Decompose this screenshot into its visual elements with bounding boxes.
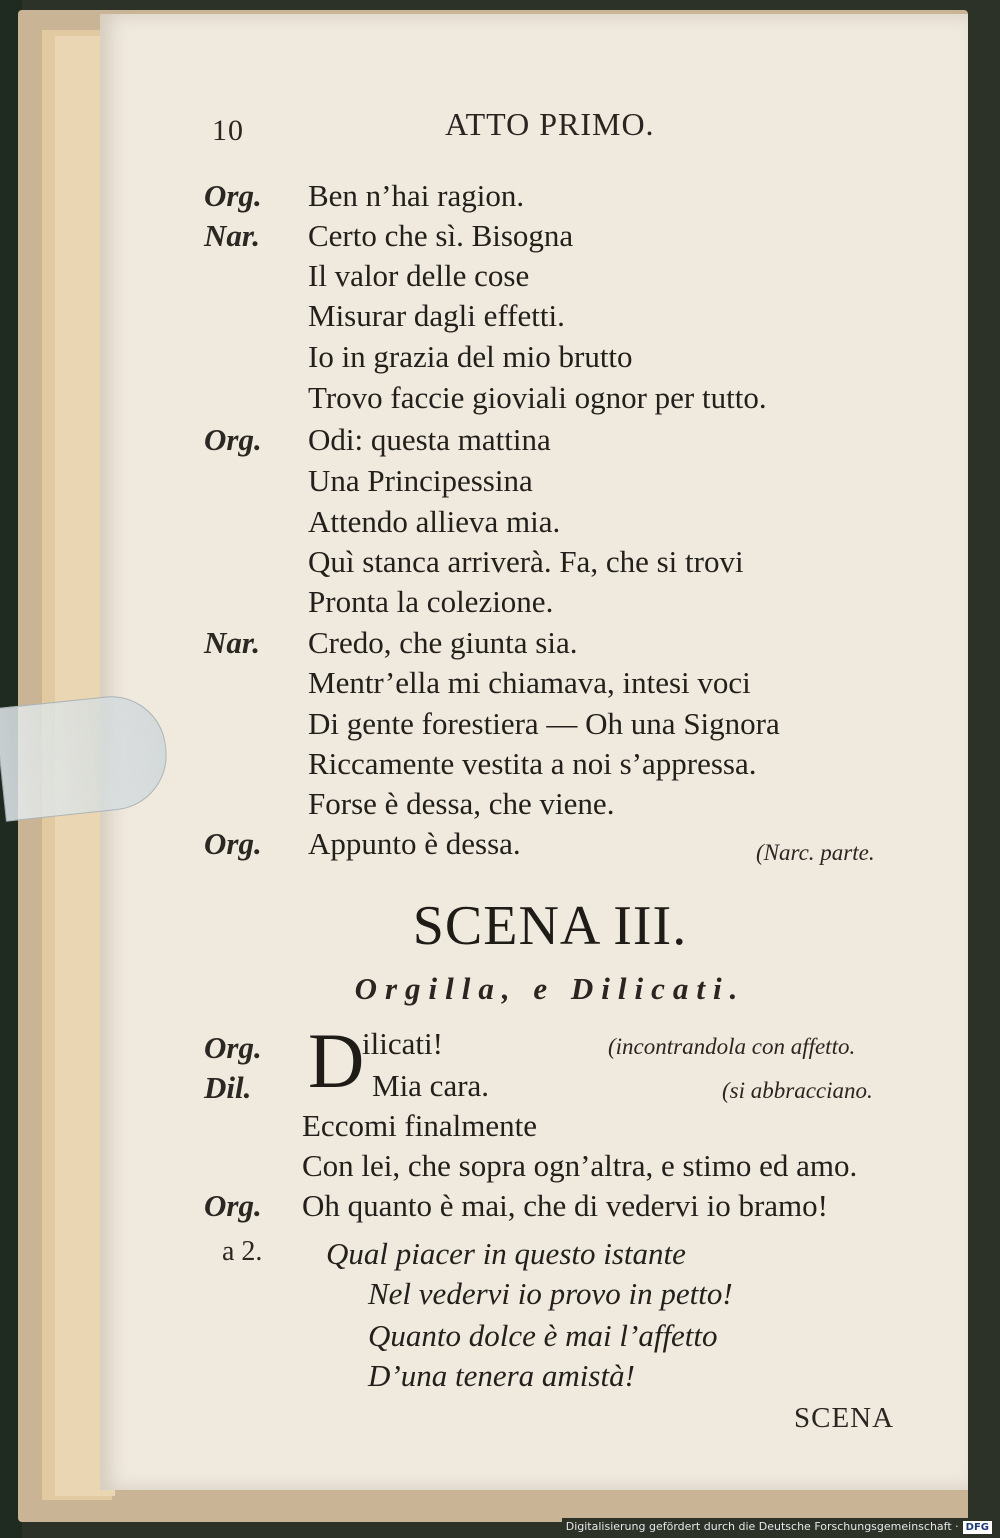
verse-line: Misurar dagli effetti. (308, 298, 565, 333)
verse-line: Trovo faccie gioviali ognor per tutto. (308, 380, 767, 415)
verse-line: Io in grazia del mio brutto (308, 339, 633, 374)
drop-cap: D (308, 1017, 365, 1104)
verse-line: Attendo allieva mia. (308, 504, 561, 539)
speaker: Org. (204, 1188, 262, 1223)
aria-line: Quanto dolce è mai l’affetto (368, 1318, 718, 1353)
verse-line: Forse è dessa, che viene. (308, 786, 615, 821)
running-title: ATTO PRIMO. (445, 106, 655, 142)
aria-line: Nel vedervi io provo in petto! (368, 1276, 733, 1311)
verse-line: Ben n’hai ragion. (308, 178, 525, 213)
verse-line: Una Principessina (308, 463, 533, 498)
speaker: Org. (204, 1030, 262, 1065)
verse-line: Riccamente vestita a noi s’appressa. (308, 746, 757, 781)
stage-direction: (si abbracciano. (722, 1078, 873, 1103)
verse-line: Con lei, che sopra ogn’altra, e stimo ed amo. (302, 1148, 858, 1183)
aria-line: Qual piacer in questo istante (326, 1236, 686, 1271)
verse-line: Appunto è dessa. (308, 826, 521, 861)
verse-line: ilicati! (362, 1026, 443, 1061)
verse-line: Odi: questa mattina (308, 422, 551, 457)
stage-direction: (Narc. parte. (756, 840, 875, 865)
dfg-logo: DFG (963, 1521, 992, 1534)
speaker: Nar. (204, 625, 260, 660)
digitization-footer (562, 1518, 996, 1536)
book-page (100, 14, 968, 1490)
duet-marker: a 2. (222, 1236, 263, 1267)
verse-line: Di gente forestiera — Oh una Signora (308, 706, 780, 741)
catchword: SCENA (794, 1402, 895, 1434)
verse-line: Credo, che giunta sia. (308, 625, 578, 660)
verse-line: Mentr’ella mi chiamava, intesi voci (308, 665, 751, 700)
verse-line: Mia cara. (372, 1068, 490, 1103)
speaker: Dil. (204, 1070, 252, 1105)
scene-title: SCENA III. (412, 895, 688, 957)
verse-line: Pronta la colezione. (308, 584, 554, 619)
scene-characters: Orgilla, e Dilicati. (354, 971, 746, 1006)
page-number: 10 (212, 114, 244, 147)
verse-line: Oh quanto è mai, che di vedervi io bramo! (302, 1188, 828, 1223)
speaker: Org. (204, 422, 262, 457)
speaker: Org. (204, 826, 262, 861)
stage-direction: (incontrandola con affetto. (608, 1034, 856, 1059)
footer-text: Digitalisierung gefördert durch die Deutsche Forschungsgemeinschaft · (565, 1520, 959, 1533)
verse-line: Quì stanca arriverà. Fa, che si trovi (308, 544, 744, 579)
verse-line: Certo che sì. Bisogna (308, 218, 574, 253)
verse-line: Il valor delle cose (308, 258, 530, 293)
speaker: Org. (204, 178, 262, 213)
aria-line: D’una tenera amistà! (368, 1358, 635, 1393)
verse-line: Eccomi finalmente (302, 1108, 537, 1143)
speaker: Nar. (204, 218, 260, 253)
